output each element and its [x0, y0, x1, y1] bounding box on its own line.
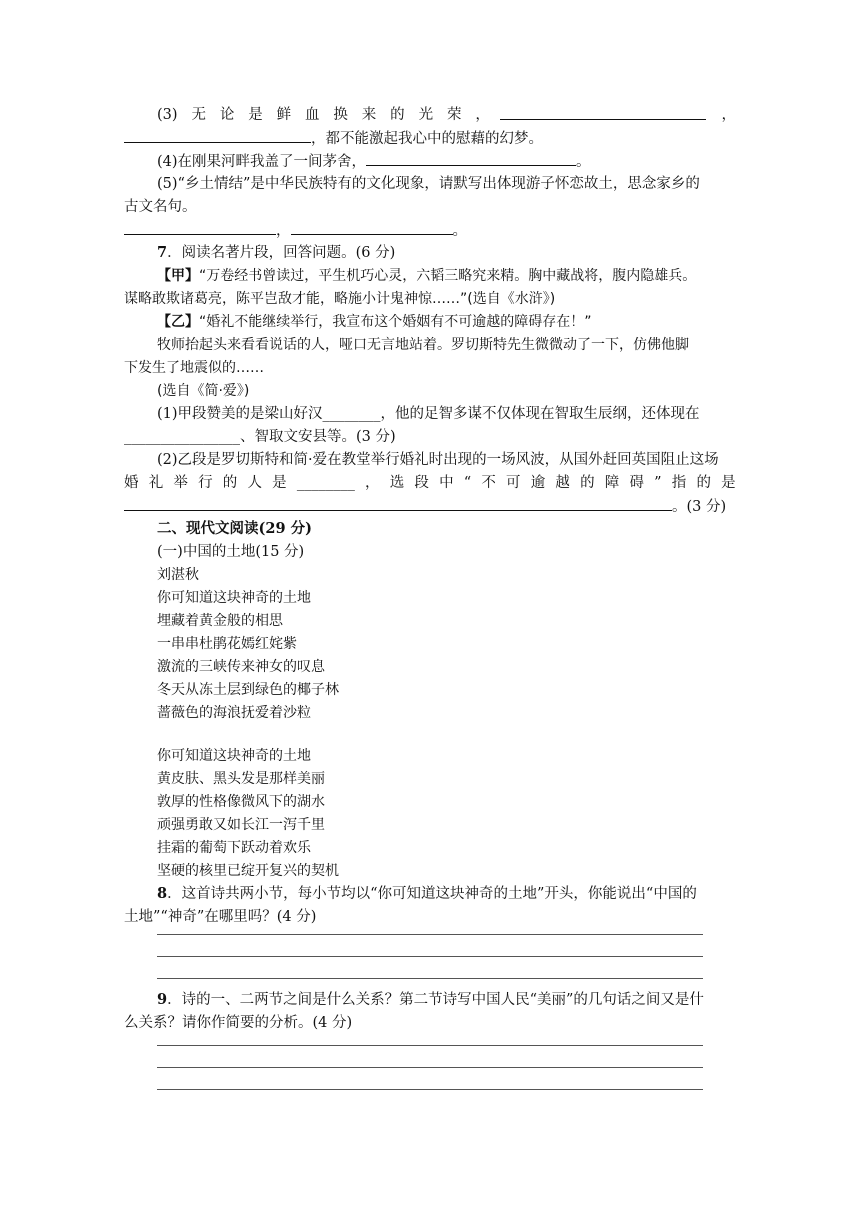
- justified-char: 指: [671, 475, 687, 491]
- poem-line: 埋藏着黄金般的相思: [157, 613, 283, 629]
- q7-yi-label: 【乙】: [157, 314, 199, 330]
- q7-yi-line2: 牧师抬起头来看看说话的人，哑口无言地站着。罗切斯特先生微微动了一下，仿佛他脚: [157, 337, 689, 353]
- answer-blank[interactable]: [366, 150, 576, 166]
- justified-char: 的: [390, 107, 405, 123]
- poem-author: 刘湛秋: [157, 567, 199, 583]
- q7-sub2-line1: (2)乙段是罗切斯特和简·爱在教堂举行婚礼时出现的一场风波，从国外赶回英国阻止这场: [157, 452, 719, 468]
- q9-line2: 么关系？请你作简要的分析。(4 分): [124, 1015, 353, 1031]
- answer-blank[interactable]: [124, 219, 276, 235]
- poem-line: 冬天从冻土层到绿色的椰子林: [157, 682, 339, 698]
- justified-char: 光: [418, 107, 434, 123]
- justified-char: 礼: [148, 475, 164, 491]
- q7-yi-line3: 下发生了地震似的……: [124, 360, 264, 376]
- answer-blank[interactable]: [291, 219, 453, 235]
- q6-item5-end: 。: [452, 223, 467, 239]
- poem-line: 一串串杜鹃花嫣红姹紫: [157, 636, 297, 652]
- q7-jia-label: 【甲】: [157, 268, 199, 284]
- q6-item5-sep: ，: [276, 223, 291, 239]
- q7-yi-line1: [157, 311, 769, 333]
- answer-line[interactable]: [157, 978, 703, 979]
- q8-text: ．这首诗共两小节，每小节均以“你可知道这块神奇的土地”开头，你能说出“中国的: [167, 886, 697, 902]
- justified-char: 可: [506, 475, 521, 491]
- q7-yi-text: “婚礼不能继续举行，我宣布这个婚姻有不可逾越的障碍存在！”: [199, 314, 592, 330]
- q6-item3-comma: ，: [721, 107, 736, 123]
- answer-line[interactable]: [157, 956, 703, 957]
- section-title: 二、现代文阅读(29 分): [157, 520, 312, 537]
- q6-item4: [157, 150, 769, 173]
- q6-item5-blanks: [124, 219, 736, 242]
- justified-char: 无: [191, 107, 206, 123]
- q7-jia-line2: 谋略敢欺诸葛亮，陈平岂敌才能，略施小计鬼神惊……”(选自《水浒》): [124, 291, 556, 307]
- answer-blank[interactable]: [500, 104, 706, 120]
- justified-char: ”: [654, 475, 662, 491]
- answer-line[interactable]: [157, 1045, 703, 1046]
- justified-char: 是: [272, 475, 287, 491]
- justified-char: (3): [157, 107, 178, 123]
- poem-line: 敦厚的性格像微风下的湖水: [157, 794, 325, 810]
- q6-item4-end: 。: [576, 154, 591, 170]
- justified-char: ________: [296, 475, 355, 491]
- justified-char: 障: [604, 475, 620, 491]
- justified-char: ，: [475, 107, 490, 123]
- q6-item3-blank-wrap: [500, 104, 736, 127]
- justified-char: 来: [361, 107, 377, 123]
- q7-jia-line1: [157, 265, 769, 287]
- justified-char: 荣: [446, 107, 462, 123]
- justified-char: 是: [248, 107, 263, 123]
- poem-line: 你可知道这块神奇的土地: [157, 748, 311, 764]
- justified-char: 不: [481, 475, 496, 491]
- justified-char: 越: [555, 475, 570, 491]
- justified-char: 的: [580, 475, 595, 491]
- answer-line[interactable]: [157, 1089, 703, 1090]
- justified-char: 逾: [530, 475, 546, 491]
- q6-item3-text: ，都不能激起我心中的慰藉的幻梦。: [311, 131, 543, 147]
- q7-jia-text: “万卷经书曾读过，平生机巧心灵，六韬三略究来精。胸中藏战将，腹内隐雄兵。: [199, 268, 697, 284]
- justified-char: 选: [389, 475, 405, 491]
- q7-yi-source: (选自《简·爱》): [157, 383, 250, 399]
- answer-line[interactable]: [157, 1067, 703, 1068]
- justified-char: “: [463, 475, 472, 491]
- justified-char: 婚: [124, 475, 139, 491]
- justified-char: 行: [198, 475, 213, 491]
- poem-line: 蔷薇色的海浪抚爱着沙粒: [157, 705, 311, 721]
- q6-item3-line1: [157, 104, 490, 126]
- justified-char: 血: [305, 107, 320, 123]
- poem-line: 激流的三峡传来神女的叹息: [157, 659, 325, 675]
- passage-title: (一)中国的土地(15 分): [157, 544, 305, 560]
- q8-line2: 土地”“神奇”在哪里吗？(4 分): [124, 909, 317, 925]
- justified-char: ，: [365, 475, 380, 491]
- q6-item5-line2: 古文名句。: [124, 199, 197, 215]
- q9-number: 9: [157, 991, 168, 1008]
- justified-char: 人: [247, 475, 262, 491]
- justified-char: 中: [439, 475, 454, 491]
- answer-line[interactable]: [157, 934, 703, 935]
- q7-sub2-end: 。(3 分): [672, 499, 727, 515]
- q8-line1: [157, 883, 769, 905]
- poem-line: 你可知道这块神奇的土地: [157, 590, 311, 606]
- answer-blank[interactable]: [124, 495, 672, 511]
- answer-blank[interactable]: [124, 127, 311, 143]
- justified-char: 鲜: [276, 107, 292, 123]
- q6-item3-line2: [124, 127, 736, 150]
- justified-char: 的: [222, 475, 238, 491]
- q7-sub2-line2: [124, 472, 736, 494]
- q7-stem-text: ．阅读名著片段，回答问题。(6 分): [167, 245, 396, 261]
- justified-char: 碍: [629, 475, 644, 491]
- q7-sub1-line1: (1)甲段赞美的是梁山好汉________，他的足智多谋不仅体现在智取生辰纲，还体现在: [157, 406, 700, 422]
- justified-char: 举: [173, 475, 188, 491]
- q8-number: 8: [157, 885, 168, 902]
- q7-stem: [157, 242, 769, 264]
- justified-char: 的: [696, 475, 711, 491]
- justified-char: 段: [414, 475, 429, 491]
- poem-line: 顽强勇敢又如长江一泻千里: [157, 817, 325, 833]
- q9-line1: [157, 989, 769, 1011]
- justified-char: 换: [333, 107, 348, 123]
- poem-line: 坚硬的核里已绽开复兴的契机: [157, 863, 339, 879]
- justified-char: 论: [219, 107, 235, 123]
- q7-number: 7: [157, 244, 168, 261]
- q7-sub1-line2: ________________、智取文安县等。(3 分): [124, 429, 396, 445]
- q9-text: ．诗的一、二两节之间是什么关系？第二节诗写中国人民“美丽”的几句话之间又是什: [167, 992, 704, 1008]
- q7-sub2-line3: [124, 495, 736, 518]
- q6-item5-line1: (5)“乡土情结”是中华民族特有的文化现象，请默写出体现游子怀恋故土，思念家乡的: [157, 176, 700, 192]
- poem-line: 黄皮肤、黑头发是那样美丽: [157, 771, 325, 787]
- q6-item4-text: (4)在刚果河畔我盖了一间茅舍，: [157, 154, 367, 170]
- poem-line: 挂霜的葡萄下跃动着欢乐: [157, 840, 311, 856]
- justified-char: 是: [721, 475, 736, 491]
